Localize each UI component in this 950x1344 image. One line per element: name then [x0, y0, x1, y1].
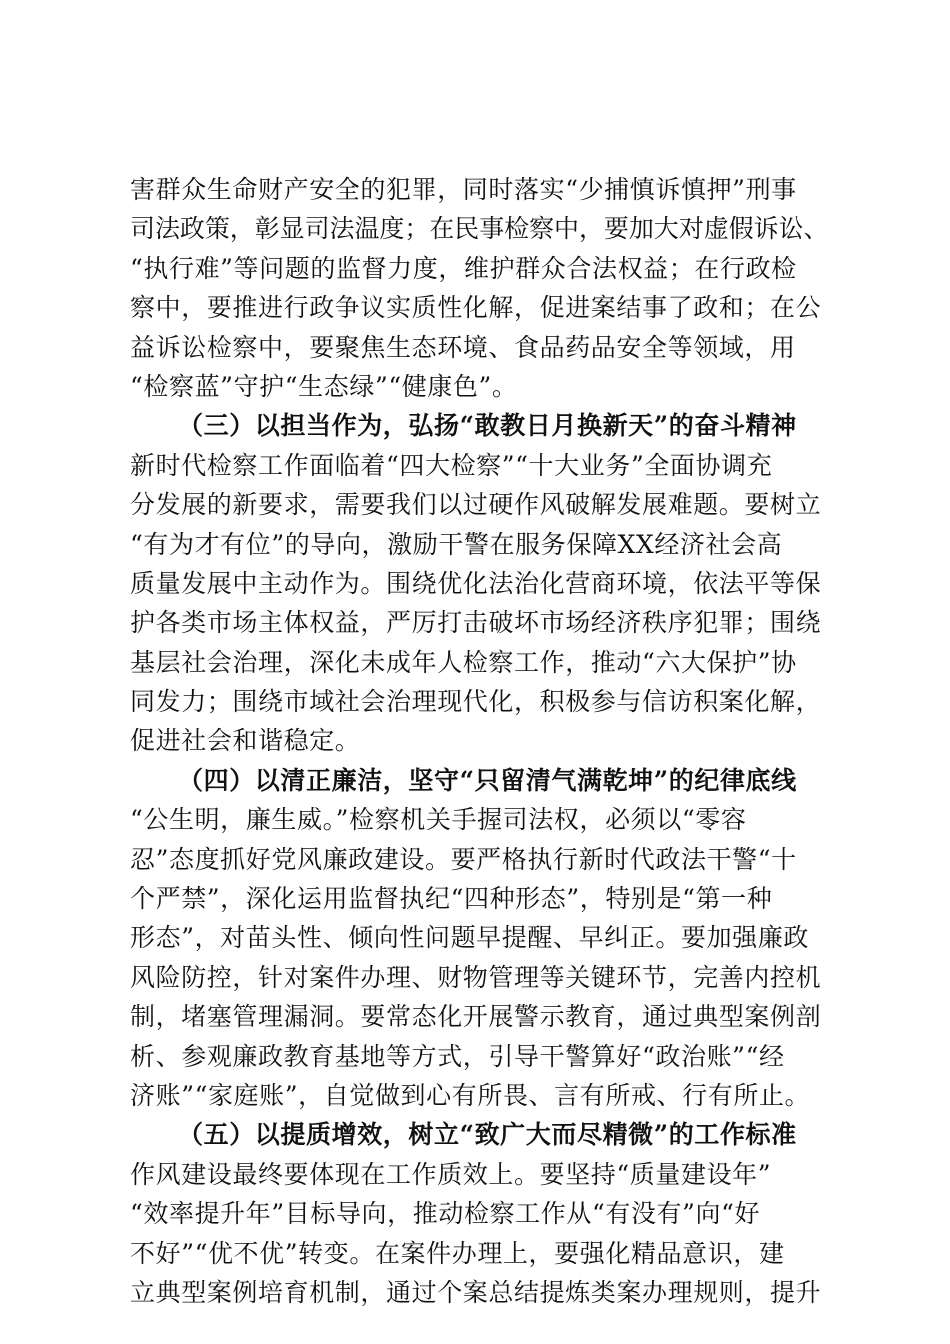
section-heading-line: （五）以提质增效，树立“致广大而尽精微”的工作标准	[178, 1120, 797, 1150]
body-text-line: 同发力；围绕市域社会治理现代化，积极参与信访积案化解，	[130, 687, 822, 717]
body-text-line: “检察蓝”守护“生态绿”“健康色”。	[130, 371, 518, 401]
body-text-line: 风险防控，针对案件办理、财物管理等关键环节，完善内控机	[130, 962, 822, 992]
body-text-line: “公生明，廉生威。”检察机关手握司法权，必须以“零容	[130, 805, 747, 835]
body-text-line: 促进社会和谐稳定。	[130, 726, 361, 756]
body-text-line: 司法政策，彰显司法温度；在民事检察中，要加大对虚假诉讼、	[130, 214, 829, 244]
section-heading-line: （三）以担当作为，弘扬“敢教日月换新天”的奋斗精神	[178, 411, 797, 441]
body-text-line: 忍”态度抓好党风廉政建设。要严格执行新时代政法干警“十	[130, 844, 797, 874]
body-text-line: “执行难”等问题的监督力度，维护群众合法权益；在行政检	[130, 253, 797, 283]
document-body	[130, 170, 830, 1312]
body-text-line: 害群众生命财产安全的犯罪，同时落实“少捕慎诉慎押”刑事	[130, 175, 797, 204]
body-text-line: 不好”“优不优”转变。在案件办理上，要强化精品意识，建	[130, 1238, 785, 1268]
body-text-line: 济账”“家庭账”，自觉做到心有所畏、言有所戒、行有所止。	[130, 1080, 811, 1110]
body-text-line: 基层社会治理，深化未成年人检察工作，推动“六大保护”协	[130, 647, 797, 677]
body-text-line: 分发展的新要求，需要我们以过硬作风破解发展难题。要树立	[130, 490, 822, 520]
body-text-line: 制，堵塞管理漏洞。要常态化开展警示教育，通过典型案例剖	[130, 1002, 822, 1032]
body-text-line: 益诉讼检察中，要聚焦生态环境、食品药品安全等领域，用	[130, 332, 796, 362]
body-text-line: “有为才有位”的导向，激励干警在服务保障XX经济社会高	[130, 529, 783, 559]
body-text-line: 护各类市场主体权益，严厉打击破坏市场经济秩序犯罪；围绕	[130, 608, 822, 638]
body-text-line: 立典型案例培育机制，通过个案总结提炼类案办理规则，提升	[130, 1277, 822, 1307]
body-text-line: “效率提升年”目标导向，推动检察工作从“有没有”向“好	[130, 1199, 761, 1229]
body-text-line: 形态”，对苗头性、倾向性问题早提醒、早纠正。要加强廉政	[130, 923, 809, 953]
body-text-line: 析、参观廉政教育基地等方式，引导干警算好“政治账”“经	[130, 1041, 785, 1071]
body-text-line: 质量发展中主动作为。围绕优化法治化营商环境，依法平等保	[130, 568, 822, 598]
body-text-line: 新时代检察工作面临着“四大检察”“十大业务”全面协调充	[130, 450, 773, 480]
body-text-line: 个严禁”，深化运用监督执纪“四种形态”，特别是“第一种	[130, 884, 773, 914]
body-text-line: 作风建设最终要体现在工作质效上。要坚持“质量建设年”	[130, 1159, 772, 1189]
body-text-line: 察中，要推进行政争议实质性化解，促进案结事了政和；在公	[130, 293, 822, 323]
section-heading-line: （四）以清正廉洁，坚守“只留清气满乾坤”的纪律底线	[178, 765, 797, 795]
